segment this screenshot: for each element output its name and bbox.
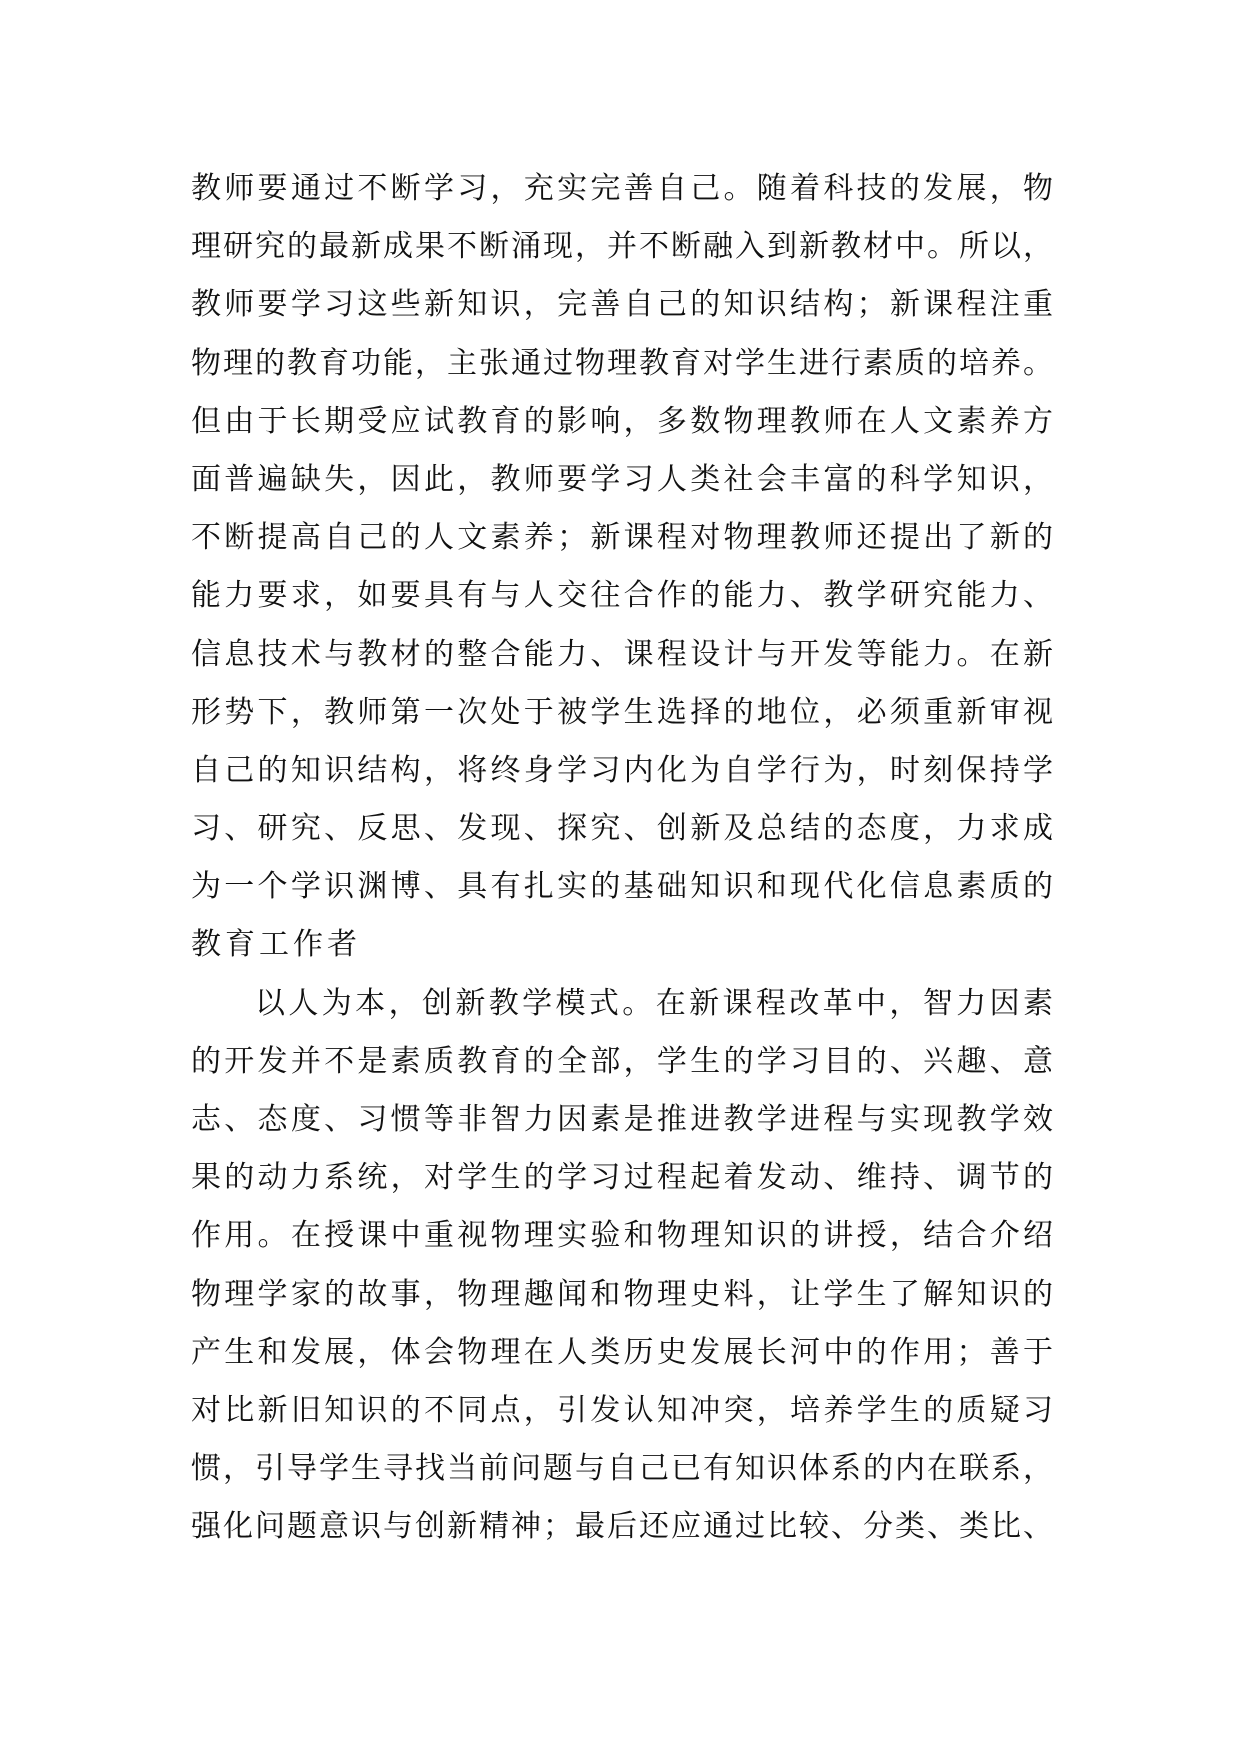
text-line: 强化问题意识与创新精神；最后还应通过比较、分类、类比、 [191,1509,1053,1545]
text-line: 信息技术与教材的整合能力、课程设计与开发等能力。在新 [191,636,1053,672]
text-line: 产生和发展，体会物理在人类历史发展长河中的作用；善于 [191,1334,1053,1370]
text-line: 理研究的最新成果不断涌现，并不断融入到新教材中。所以， [191,229,1053,265]
paragraph-1 [191,160,1053,975]
text-line: 果的动力系统，对学生的学习过程起着发动、维持、调节的 [191,1160,1053,1196]
document-body [191,160,1053,1557]
text-line: 惯，引导学生寻找当前问题与自己已有知识体系的内在联系， [191,1451,1053,1487]
text-line: 教师要通过不断学习，充实完善自己。随着科技的发展，物 [191,171,1053,206]
text-line: 但由于长期受应试教育的影响，多数物理教师在人文素养方 [191,403,1053,439]
text-line: 作用。在授课中重视物理实验和物理知识的讲授，结合介绍 [191,1218,1053,1254]
paragraph-2 [191,975,1053,1557]
text-line: 为一个学识渊博、具有扎实的基础知识和现代化信息素质的 [191,869,1053,905]
text-line: 形势下，教师第一次处于被学生选择的地位，必须重新审视 [191,694,1053,730]
text-line: 教育工作者 [191,927,361,963]
text-line: 的开发并不是素质教育的全部，学生的学习目的、兴趣、意 [191,1043,1053,1079]
text-line: 自己的知识结构，将终身学习内化为自学行为，时刻保持学 [191,752,1053,788]
text-line: 不断提高自己的人文素养；新课程对物理教师还提出了新的 [191,520,1053,556]
text-line: 对比新旧知识的不同点，引发认知冲突，培养学生的质疑习 [191,1392,1053,1428]
text-line: 以人为本，创新教学模式。在新课程改革中，智力因素 [255,985,1053,1021]
text-line: 物理学家的故事，物理趣闻和物理史料，让学生了解知识的 [191,1276,1053,1312]
text-line: 习、研究、反思、发现、探究、创新及总结的态度，力求成 [191,811,1053,847]
text-line: 志、态度、习惯等非智力因素是推进教学进程与实现教学效 [191,1102,1053,1137]
text-line: 教师要学习这些新知识，完善自己的知识结构；新课程注重 [191,287,1053,323]
text-line: 能力要求，如要具有与人交往合作的能力、教学研究能力、 [191,578,1053,614]
text-line: 面普遍缺失，因此，教师要学习人类社会丰富的科学知识， [191,461,1053,497]
text-line: 物理的教育功能，主张通过物理教育对学生进行素质的培养。 [191,345,1053,381]
